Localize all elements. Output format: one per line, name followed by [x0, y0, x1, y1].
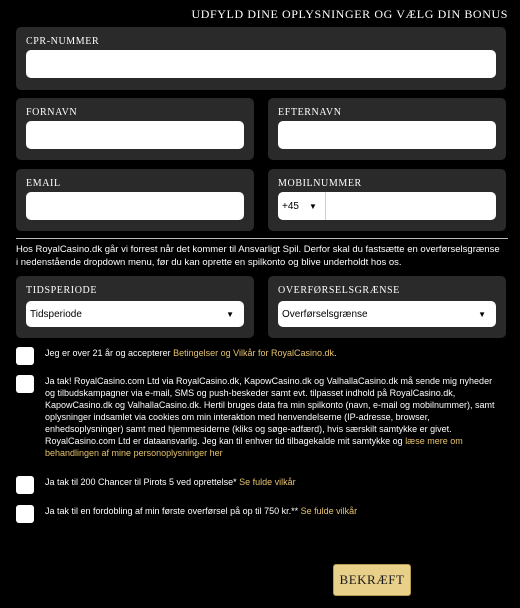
responsible-gaming-text: Hos RoyalCasino.dk går vi forrest når det kommer til Ansvarligt Spil. Derfor skal du fastsætte en overførselsgrænse i nedenstående dropdown menu, før du kan oprette en spilkonto og blive underholdt hos os.: [16, 244, 500, 268]
age-consent-suffix: .: [334, 348, 337, 358]
chances-consent-checkbox[interactable]: [16, 476, 34, 494]
period-panel: [16, 276, 254, 338]
chances-consent-text: [45, 476, 503, 488]
doubling-consent-row: [16, 505, 506, 525]
doubling-consent-label: Ja tak til en fordobling af min første overførsel på op til 750 kr.**: [45, 506, 301, 516]
period-label: TIDSPERIODE: [26, 285, 98, 296]
chevron-down-icon: ▼: [226, 309, 234, 319]
cpr-panel: [16, 27, 506, 90]
last-name-input[interactable]: [278, 121, 496, 149]
marketing-consent-text: [45, 375, 503, 459]
country-code-value: +45: [282, 200, 299, 212]
marketing-consent-label: Ja tak! RoyalCasino.com Ltd via RoyalCasino.dk, KapowCasino.dk og ValhallaCasino.dk må sende mig nyheder og tilbudskampagner via e-mail, SMS og push-beskeder samt evt. tilpasset indhold på RoyalCasino.dk, KapowCasino.dk og ValhallaCasino.dk. Hertil bruges data fra min spilkonto (navn, e-mail og mobilnummer), samt oplysninger indsamlet via cookies om min interaktion med henvendelserne (IP-adresse, browser, enhedsoplysninger) samt med hjemmesiderne (kliks og søge-adfærd), hvis særskilt samtykke er givet. RoyalCasino.com Ltd er dataansvarlig. Jeg kan til enhver tid tilbagekalde mit samtykke og: [45, 376, 495, 446]
confirm-button[interactable]: BEKRÆFT: [333, 564, 411, 596]
age-consent-label: Jeg er over 21 år og accepterer: [45, 348, 174, 358]
transfer-limit-select[interactable]: [278, 301, 496, 327]
age-consent-checkbox[interactable]: [16, 347, 34, 365]
first-name-label: FORNAVN: [26, 107, 78, 118]
chevron-down-icon: ▼: [308, 201, 317, 211]
terms-link[interactable]: Betingelser og Vilkår for RoyalCasino.dk: [173, 348, 334, 358]
period-select[interactable]: [26, 301, 244, 327]
mobile-input[interactable]: [278, 192, 496, 220]
chances-terms-link[interactable]: Se fulde vilkår: [239, 477, 296, 487]
age-consent-text: [45, 347, 503, 359]
chances-consent-label: Ja tak til 200 Chancer til Pirots 5 ved oprettelse*: [45, 477, 240, 487]
chances-consent-row: [16, 476, 506, 496]
doubling-terms-link[interactable]: Se fulde vilkår: [300, 506, 358, 516]
doubling-consent-text: [45, 505, 503, 517]
marketing-consent-checkbox[interactable]: [16, 375, 34, 393]
cpr-label: CPR-NUMMER: [26, 36, 100, 47]
transfer-limit-panel: [268, 276, 506, 338]
email-panel: [16, 169, 254, 231]
email-label: EMAIL: [26, 178, 61, 189]
marketing-consent-row: [16, 375, 506, 461]
email-input[interactable]: [26, 192, 244, 220]
period-select-value: Tidsperiode: [30, 308, 82, 320]
doubling-consent-checkbox[interactable]: [16, 505, 34, 523]
chevron-down-icon: ▼: [478, 309, 486, 319]
transfer-limit-select-value: Overførselsgrænse: [282, 308, 368, 320]
first-name-input[interactable]: [26, 121, 244, 149]
cpr-input[interactable]: [26, 50, 496, 78]
country-code-select[interactable]: [278, 192, 326, 220]
transfer-limit-label: OVERFØRSELSGRÆNSE: [278, 285, 400, 296]
first-name-panel: [16, 98, 254, 160]
last-name-panel: [268, 98, 506, 160]
mobile-label: MOBILNUMMER: [278, 178, 362, 189]
divider: [16, 238, 508, 239]
privacy-link[interactable]: læse mere om behandlingen af mine personoplysninger her: [45, 436, 463, 458]
last-name-label: EFTERNAVN: [278, 107, 342, 118]
age-consent-row: [16, 347, 506, 367]
mobile-panel: [268, 169, 506, 231]
page-title: UDFYLD DINE OPLYSNINGER OG VÆLG DIN BONUS: [191, 7, 508, 21]
